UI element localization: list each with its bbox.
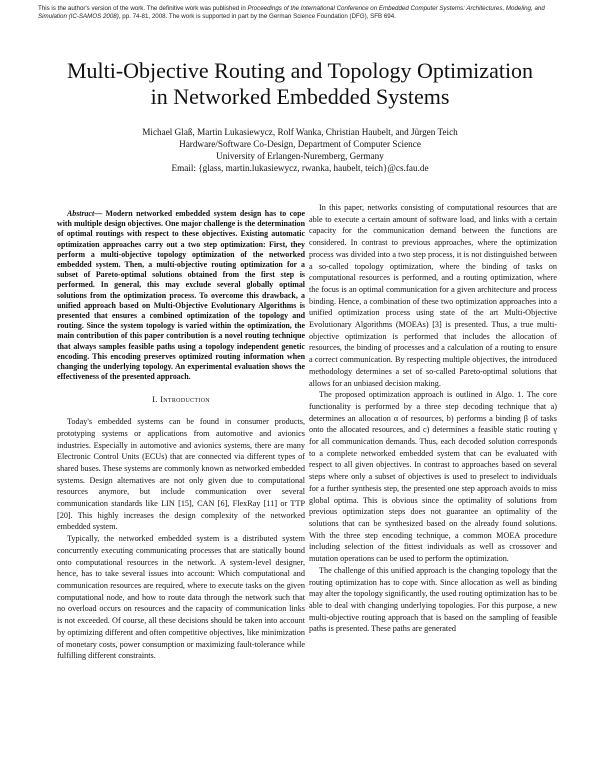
intro-paragraph-3: In this paper, networks consisting of computational resources that are able to execute a certain amount of software load, and links with a certain capacity for the communication demand between the functions are considered. In contrast to previous approaches, where the optimization process was divided into a two step process, it is not distinguished between a so-called topology optimization, where the binding of tasks on computational resources is performed, and a routing optimization, where the focus is an optimal communication for a given architecture and process binding. Hence, a combination of these two optimization approaches into a unified optimization process using state of the art Multi-Objective Evolutionary Algorithms (MOEAs) [3] is presented. Thus, a true multi-objective optimization is performed that includes the allocation of resources, the binding of processes and a calculation of a routing to ensure a correct communication. By respecting multiple objectives, the introduced methodology determines a set of so-called Pareto-optimal solutions that allows for an unbiased decision making. <box>309 203 557 388</box>
abstract-text: — Modern networked embedded system design has to cope with multiple design objectives. One major challenge is the determination of optimal routings with respect to these objectives. Existing automatic optimization approaches carry out a two step optimization: First, they perform a multi-objective topology optimization of the networked embedded system. Then, a multi-objective routing optimization for a subset of Pareto-optimal solutions obtained from the first step is performed. In general, this may exclude several globally optimal solutions from the optimization process. To overcome this drawback, a unified approach based on Multi-Objective Evolutionary Algorithms is presented that ensures a combined optimization of the topology and routing. Since the system topology is varied within the optimization, the main contribution of this paper contribution is a novel routing technique that always samples feasible paths using a topology independent genetic encoding. This encoding preserves optimized routing information when changing the underlying topology. An experimental evaluation shows the effectiveness of the presented approach. <box>57 209 305 382</box>
abstract <box>57 209 305 382</box>
author-names: Michael Glaß, Martin Lukasiewycz, Rolf Wanka, Christian Haubelt, and Jürgen Teich <box>142 127 458 137</box>
intro-paragraph-5: The challenge of this unified approach is the changing topology that the routing optimization has to cope with. Since allocation as well as binding may alter the topology significantly, the used routing optimization has to be able to deal with changing underlying topologies. For this purpose, a new multi-objective routing approach that is based on the sampling of feasible paths is presented. These paths are generated <box>309 565 557 634</box>
title-line-2: in Networked Embedded Systems <box>150 84 450 109</box>
intro-paragraph-1: Today's embedded systems can be found in consumer products, prototyping systems or applications from automotive and avionics industries. Especially in automotive and avionics systems, there are many Electronic Control Units (ECUs) that are connected via different types of shared buses. These systems are commonly known as networked embedded systems. Design alternatives are not only given due to computational resources anymore, but include communication over several communication standards like LIN [15], CAN [6], FlexRay [11] or TTP [20]. This highly increases the design complexity of the networked embedded system. <box>57 417 305 532</box>
section-heading-introduction: I. Introduction <box>152 394 210 405</box>
affiliation-line-2: University of Erlangen-Nuremberg, Germany <box>216 151 384 161</box>
affiliation-email: Email: {glass, martin.lukasiewycz, rwanka, haubelt, teich}@cs.fau.de <box>171 163 429 173</box>
notice-part2: , pp. 74-81, 2008. The work is supported in part by the German Science Foundation (DFG), SFB 694. <box>118 13 396 20</box>
abstract-label: Abstract <box>67 209 95 218</box>
copyright-notice <box>38 5 562 21</box>
author-block <box>20 126 580 174</box>
notice-part1: This is the author's version of the work. The definitive work was published in <box>38 5 248 12</box>
intro-paragraph-2: Typically, the networked embedded system is a distributed system concurrently executing communicating processes that are statically bound onto computational resources in the network. A system-level designer, hence, has to take several issues into account: Which computational and communication resources are required, where to execute tasks on the given computational node, and how to route data through the network such that no overload occurs on resources and the capacity of communication links is not exceeded. Of course, all these decisions should be taken into account by optimizing different and often competitive objectives, like minimization of monetary costs, power consumption or maximizing fault-tolerance while fulfilling different constraints. <box>57 534 305 661</box>
paper-title <box>20 58 580 110</box>
title-line-1: Multi-Objective Routing and Topology Optimization <box>66 58 534 83</box>
right-column <box>309 202 557 635</box>
notice-venue: Proceedings of the International Conference on Embedded Computer Systems: Architectures, Modeling, and Simulation (IC-SAMOS 2008) <box>38 5 545 20</box>
affiliation-line-1: Hardware/Software Co-Design, Department of Computer Science <box>179 139 421 149</box>
left-column <box>57 209 305 662</box>
intro-paragraph-4: The proposed optimization approach is outlined in Algo. 1. The core functionality is performed by a three step decoding technique that a) determines an allocation α of resources, b) performs a binding β of tasks onto the allocated resources, and c) determines a feasible static routing γ for all communication demands. Thus, each decoded solution corresponds to a complete networked embedded system that can be evaluated with respect to all given objectives. In contrast to approaches based on several steps where only a subset of objectives is used to preselect to individuals for a further synthesis step, the presented one step approach avoids to miss global optima. This is obvious since the optimality of solutions from previous optimization steps does not guarantee an optimality of the solutions that can be synthesized based on the already found solutions. With the three step encoding technique, a common MOEA procedure including selection of the fittest individuals as well as crossover and mutation operations can be used to perform the optimization. <box>309 390 557 564</box>
